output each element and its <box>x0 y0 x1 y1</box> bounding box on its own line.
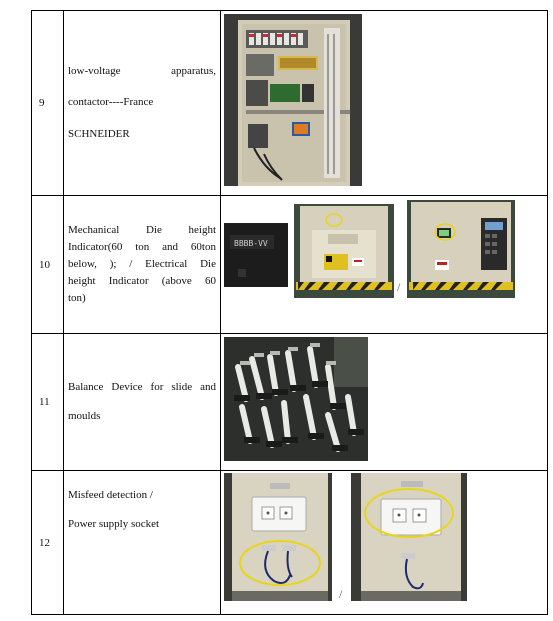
separator-slash: / <box>339 587 343 601</box>
electrical-indicator-photo <box>407 200 515 298</box>
spec-table <box>31 10 548 615</box>
desc-line: height Indicator (above 60 <box>68 275 216 288</box>
desc-line: moulds <box>68 410 101 422</box>
desc-line: contactor----France <box>68 96 154 109</box>
table-row <box>32 334 548 471</box>
row-photos <box>221 11 548 196</box>
indicator-digits: BBBB-VV <box>234 239 268 248</box>
row-number: 12 <box>32 471 64 615</box>
electrical-cabinet-photo <box>224 14 362 186</box>
desc-line: Mechanical Die height <box>68 223 216 236</box>
table-row <box>32 11 548 196</box>
desc-line: ton) <box>68 292 86 305</box>
press-front-photo <box>294 204 394 298</box>
row-description <box>64 11 221 196</box>
row-description <box>64 196 221 334</box>
row-photos <box>221 334 548 471</box>
row-photos <box>221 196 548 334</box>
desc-line: Balance Device for slide and <box>68 380 216 393</box>
desc-line: low-voltage apparatus, <box>68 65 216 78</box>
desc-line: Misfeed detection / <box>68 489 153 501</box>
table-row <box>32 196 548 334</box>
row-number: 10 <box>32 196 64 334</box>
desc-line: SCHNEIDER <box>68 127 130 140</box>
desc-line: Indicator(60 ton and 60ton <box>68 240 216 253</box>
socket-panel-photo-right <box>351 473 467 601</box>
row-description <box>64 334 221 471</box>
separator-slash: / <box>397 280 401 294</box>
balance-cylinders-photo <box>224 337 368 461</box>
row-number: 11 <box>32 334 64 471</box>
desc-line: Power supply socket <box>68 518 160 531</box>
mechanical-indicator-photo <box>224 223 288 287</box>
row-description <box>64 471 221 615</box>
row-number: 9 <box>32 11 64 196</box>
row-photos <box>221 471 548 615</box>
socket-panel-photo-left <box>224 473 332 601</box>
table-row <box>32 471 548 615</box>
desc-line: below, ); / Electrical Die <box>68 257 216 270</box>
